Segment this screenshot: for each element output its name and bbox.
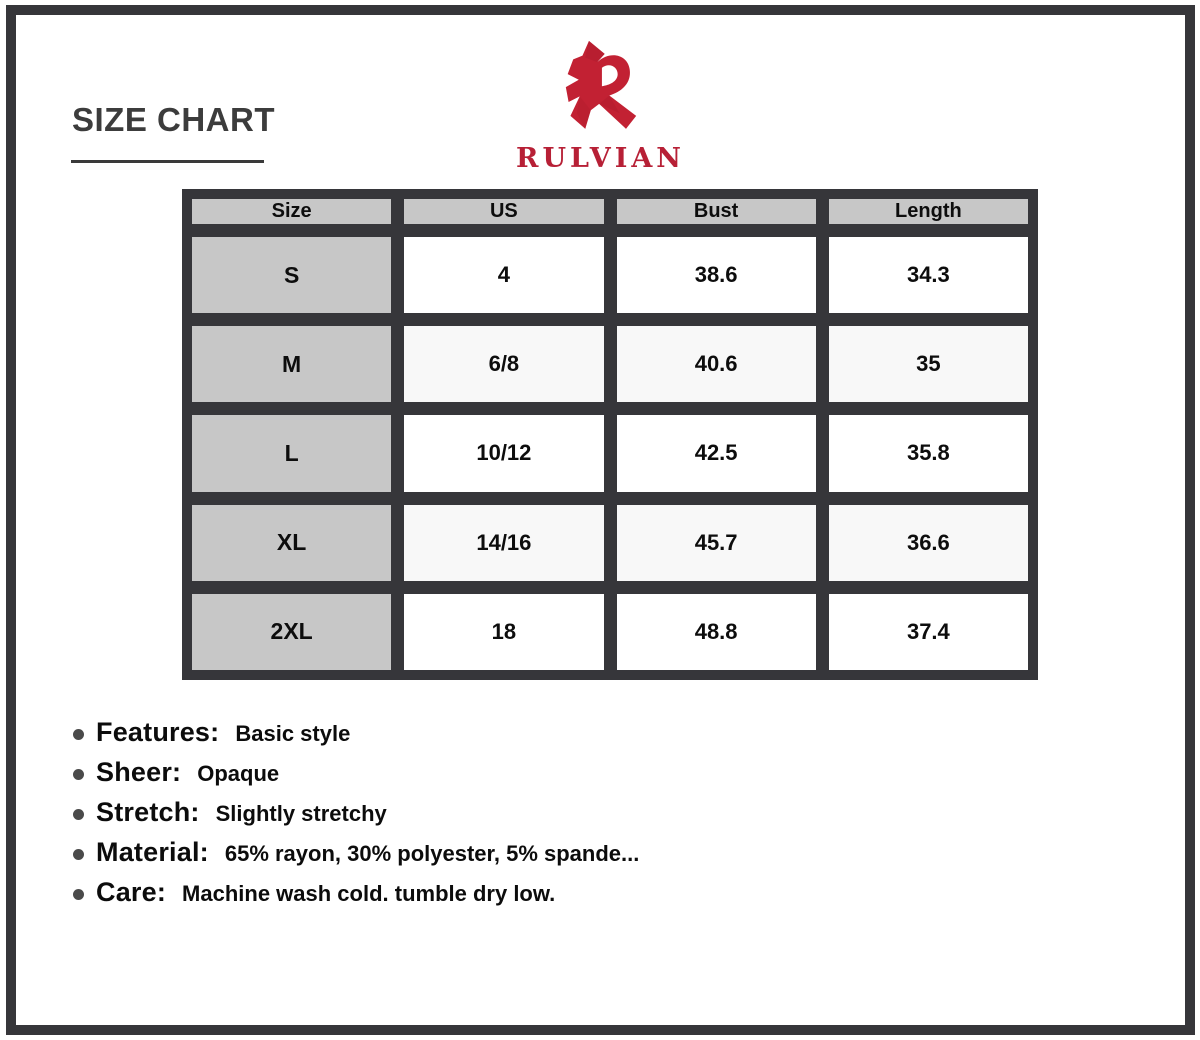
size-chart-table	[182, 189, 1038, 680]
product-details-list	[73, 717, 639, 917]
detail-label: Stretch:	[96, 797, 200, 827]
column-header-length: Length	[826, 196, 1031, 227]
cell-bust: 42.5	[614, 412, 819, 494]
bullet-icon	[73, 809, 84, 820]
cell-length: 35	[826, 323, 1031, 405]
detail-label: Sheer:	[96, 757, 182, 787]
cell-us: 4	[401, 234, 606, 316]
detail-item-material	[73, 837, 639, 877]
detail-label: Features:	[96, 717, 220, 747]
table-row-m	[189, 323, 1031, 405]
detail-label: Care:	[96, 877, 167, 907]
row-label-size: XL	[189, 502, 394, 584]
cell-length: 35.8	[826, 412, 1031, 494]
detail-value: Machine wash cold. tumble dry low.	[182, 881, 556, 906]
detail-label: Material:	[96, 837, 209, 867]
cell-length: 34.3	[826, 234, 1031, 316]
detail-item-stretch	[73, 797, 639, 837]
detail-value: Basic style	[235, 721, 351, 746]
bullet-icon	[73, 769, 84, 780]
cell-us: 14/16	[401, 502, 606, 584]
rulvian-r-monogram-icon	[545, 39, 657, 139]
bullet-icon	[73, 849, 84, 860]
bullet-icon	[73, 729, 84, 740]
detail-item-sheer	[73, 757, 639, 797]
brand-logo	[16, 39, 1185, 174]
column-header-us: US	[401, 196, 606, 227]
detail-item-care	[73, 877, 639, 917]
cell-bust: 40.6	[614, 323, 819, 405]
row-label-size: M	[189, 323, 394, 405]
table-row-2xl	[189, 591, 1031, 673]
cell-us: 10/12	[401, 412, 606, 494]
table-row-xl	[189, 502, 1031, 584]
table-row-s	[189, 234, 1031, 316]
cell-us: 6/8	[401, 323, 606, 405]
cell-bust: 45.7	[614, 502, 819, 584]
cell-bust: 48.8	[614, 591, 819, 673]
detail-item-features	[73, 717, 639, 757]
cell-us: 18	[401, 591, 606, 673]
row-label-size: 2XL	[189, 591, 394, 673]
column-header-bust: Bust	[614, 196, 819, 227]
cell-bust: 38.6	[614, 234, 819, 316]
page-frame	[6, 5, 1195, 1035]
detail-value: 65% rayon, 30% polyester, 5% spande...	[224, 841, 640, 866]
row-label-size: L	[189, 412, 394, 494]
cell-length: 37.4	[826, 591, 1031, 673]
brand-name: RULVIAN	[516, 143, 685, 174]
detail-value: Slightly stretchy	[215, 801, 387, 826]
page-title: SIZE CHART	[72, 101, 275, 138]
table-row-l	[189, 412, 1031, 494]
row-label-size: S	[189, 234, 394, 316]
bullet-icon	[73, 889, 84, 900]
column-header-size: Size	[189, 196, 394, 227]
detail-value: Opaque	[197, 761, 280, 786]
cell-length: 36.6	[826, 502, 1031, 584]
table-header-row	[189, 196, 1031, 227]
